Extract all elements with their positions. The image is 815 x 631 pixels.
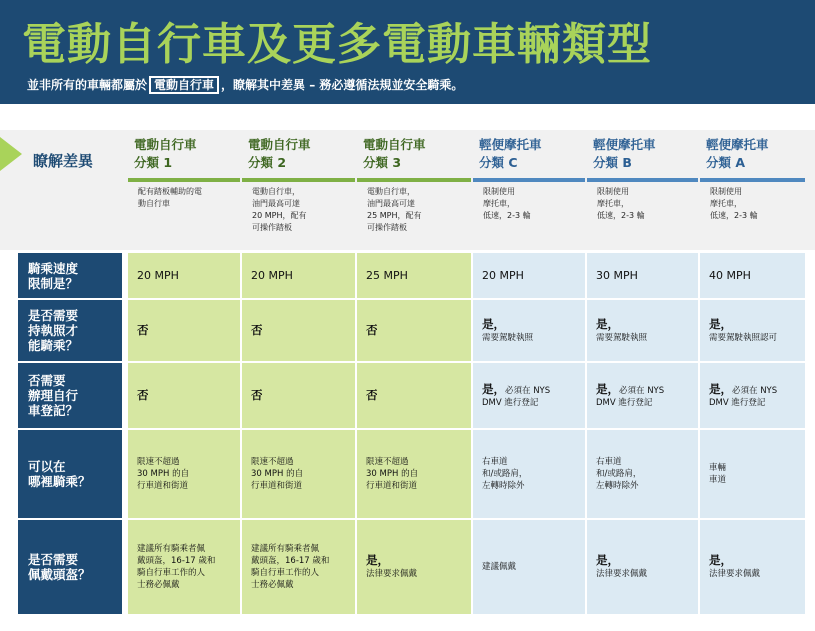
- column-header: [587, 132, 698, 182]
- cell-content: [366, 389, 378, 403]
- cell-content: [137, 389, 149, 403]
- table-cell: 20 MPH: [473, 253, 585, 298]
- table-cell: [357, 300, 471, 361]
- column-header: [700, 132, 805, 182]
- table-cell: [587, 363, 698, 428]
- table-cell: [587, 520, 698, 614]
- cell-sub-text: 必須在 NYS DMV 進行登記: [596, 385, 665, 408]
- column-header: [473, 132, 585, 182]
- table-cell: [357, 520, 471, 614]
- arrow-icon: [0, 137, 22, 171]
- cell-content: [251, 389, 263, 403]
- column-header-label: 輕便摩托車 分類 B: [593, 137, 656, 170]
- table-cell: 建議佩戴: [473, 520, 585, 614]
- cell-main-text: 否: [251, 322, 263, 337]
- cell-sub-text: 需要駕駛執照: [482, 332, 534, 343]
- column-description: 電動自行車， 油門最高可達 25 MPH，配有 可操作踏板: [367, 187, 422, 232]
- column-description: 配有踏板輔助的電 動自行車: [138, 187, 202, 208]
- subtitle-highlight: 電動自行車: [149, 76, 219, 94]
- cell-sub-text: 需要駕駛執照認可: [709, 332, 778, 343]
- cell-main-text: 是，: [482, 381, 505, 396]
- table-cell: [700, 300, 805, 361]
- table-cell: 20 MPH: [128, 253, 240, 298]
- cell-content: [251, 324, 263, 338]
- subtitle-prefix: 並非所有的車輛都屬於: [27, 78, 148, 92]
- cell-content: [596, 383, 664, 409]
- cell-content: [596, 554, 647, 580]
- table-cell: [587, 300, 698, 361]
- column-description: 限制使用 摩托車， 低速，2-3 輪: [710, 187, 758, 220]
- column-header-bar: [357, 178, 471, 182]
- spacer-band: [0, 104, 815, 130]
- header-banner: [0, 0, 815, 104]
- column-header-label: 輕便摩托車 分類 C: [479, 137, 542, 170]
- cell-content: [482, 383, 550, 409]
- table-cell: [700, 363, 805, 428]
- table-cell: [473, 300, 585, 361]
- cell-sub-text: 法律要求佩戴: [596, 569, 648, 579]
- cell-content: [709, 383, 777, 409]
- cell-sub-text: 必須在 NYS DMV 進行登記: [709, 385, 778, 408]
- cell-content: [366, 554, 417, 580]
- column-header: [128, 132, 240, 182]
- table-cell: 25 MPH: [357, 253, 471, 298]
- cell-main-text: 是，: [482, 316, 505, 331]
- cell-sub-text: 必須在 NYS DMV 進行登記: [482, 385, 551, 408]
- cell-content: [137, 324, 149, 338]
- column-header-bar: [473, 178, 585, 182]
- cell-content: [596, 318, 647, 344]
- column-header-bar: [700, 178, 805, 182]
- page-subtitle: [27, 76, 463, 93]
- table-cell: 建議所有騎乘者佩 戴頭盔，16-17 歲和 騎自行車工作的人 士務必佩戴: [242, 520, 355, 614]
- cell-content: [366, 324, 378, 338]
- table-cell: 限速不超過 30 MPH 的自 行車道和街道: [128, 430, 240, 518]
- cell-main-text: 是，: [709, 316, 732, 331]
- column-header-label: 輕便摩托車 分類 A: [706, 137, 769, 170]
- table-cell: [357, 363, 471, 428]
- row-label: 可以在 哪裡騎乘？: [18, 430, 122, 518]
- cell-sub-text: 法律要求佩戴: [709, 569, 761, 579]
- column-header-label: 電動自行車 分類 3: [363, 137, 426, 170]
- table-cell: 車輛 車道: [700, 430, 805, 518]
- column-description: 限制使用 摩托車， 低速，2-3 輪: [483, 187, 531, 220]
- column-header-bar: [587, 178, 698, 182]
- table-cell: 限速不超過 30 MPH 的自 行車道和街道: [357, 430, 471, 518]
- row-label: 是否需要 佩戴頭盔？: [18, 520, 122, 614]
- cell-sub-text: 法律要求佩戴: [366, 569, 418, 579]
- table-cell: [128, 363, 240, 428]
- column-description: 電動自行車， 油門最高可達 20 MPH，配有 可操作踏板: [252, 187, 307, 232]
- table-cell: [700, 520, 805, 614]
- cell-main-text: 是，: [709, 553, 732, 567]
- cell-content: [482, 318, 533, 344]
- table-cell: [473, 363, 585, 428]
- cell-main-text: 是，: [366, 553, 389, 567]
- cell-main-text: 是，: [596, 381, 619, 396]
- table-cell: 20 MPH: [242, 253, 355, 298]
- cell-main-text: 是，: [709, 381, 732, 396]
- row-label: 是否需要 持執照才 能騎乘？: [18, 300, 122, 361]
- subtitle-suffix: ，瞭解其中差異 – 務必遵循法規並安全騎乘。: [221, 78, 464, 92]
- section-label: 瞭解差異: [33, 152, 94, 170]
- column-header-bar: [128, 178, 240, 182]
- cell-main-text: 否: [137, 322, 149, 337]
- cell-content: [709, 318, 777, 344]
- column-header-bar: [242, 178, 355, 182]
- cell-sub-text: 需要駕駛執照: [596, 332, 648, 343]
- table-cell: [242, 363, 355, 428]
- cell-main-text: 否: [251, 387, 263, 402]
- column-description: 限制使用 摩托車， 低速，2-3 輪: [597, 187, 645, 220]
- cell-content: [709, 554, 760, 580]
- table-cell: 40 MPH: [700, 253, 805, 298]
- cell-main-text: 是，: [596, 316, 619, 331]
- table-cell: 限速不超過 30 MPH 的自 行車道和街道: [242, 430, 355, 518]
- cell-main-text: 是，: [596, 553, 619, 567]
- cell-main-text: 否: [366, 322, 378, 337]
- table-cell: 建議所有騎乘者佩 戴頭盔，16-17 歲和 騎自行車工作的人 士務必佩戴: [128, 520, 240, 614]
- row-label: 騎乘速度 限制是？: [18, 253, 122, 298]
- column-header: [242, 132, 355, 182]
- row-label: 否需要 辦理自行 車登記？: [18, 363, 122, 428]
- table-cell: 30 MPH: [587, 253, 698, 298]
- column-header: [357, 132, 471, 182]
- column-header-label: 電動自行車 分類 2: [248, 137, 311, 170]
- page-title: 電動自行車及更多電動車輛類型: [22, 19, 652, 70]
- cell-main-text: 否: [137, 387, 149, 402]
- table-cell: 右車道 和/或路肩， 左轉時除外: [473, 430, 585, 518]
- cell-main-text: 否: [366, 387, 378, 402]
- column-header-label: 電動自行車 分類 1: [134, 137, 197, 170]
- table-cell: [242, 300, 355, 361]
- table-cell: [128, 300, 240, 361]
- table-cell: 右車道 和/或路肩， 左轉時除外: [587, 430, 698, 518]
